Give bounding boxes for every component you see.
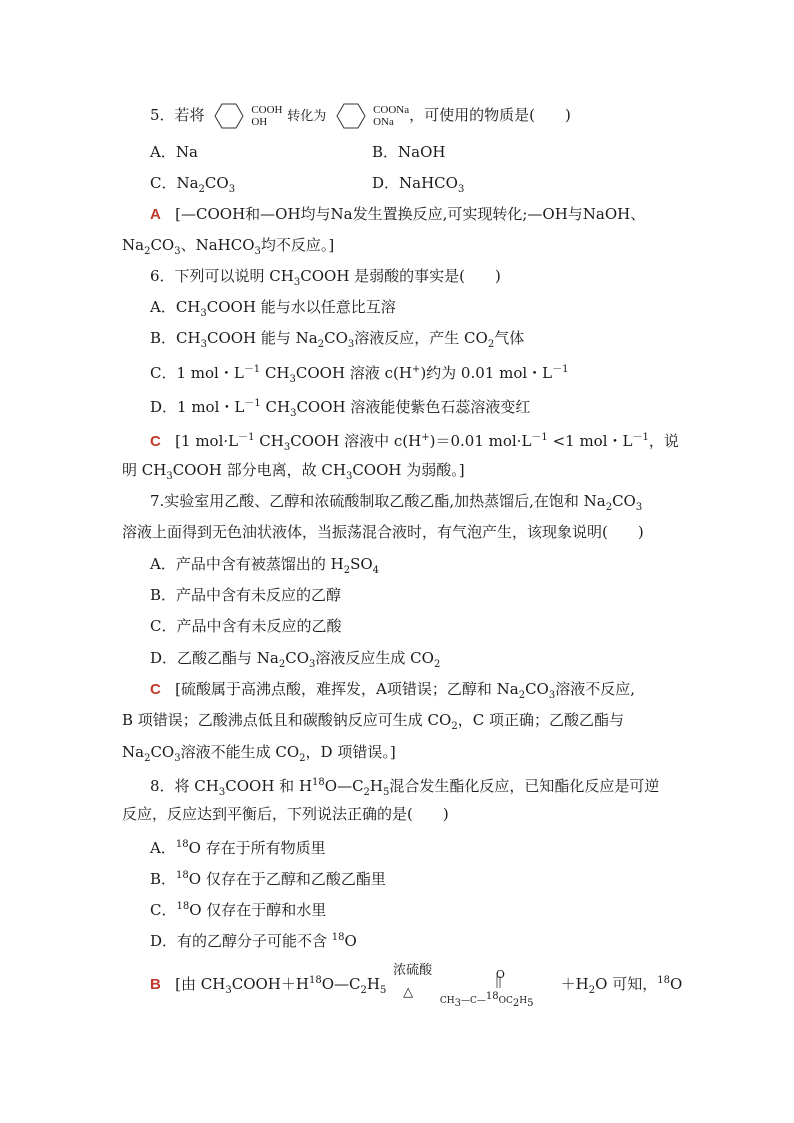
ester-product-structure <box>438 968 556 1009</box>
question-7-stem-line1: 7.实验室用乙酸、乙醇和浓硫酸制取乙酸乙酯,加热蒸馏后,在饱和 $Na_2CO_3$ <box>150 492 643 513</box>
question-5-stem: 5．若将 COOH OH 转化为 COONa ONa ，可使用的物质是( ) <box>150 101 571 131</box>
condition-catalyst: 浓硫酸 <box>393 963 433 978</box>
q7-explanation-line3: $Na_2CO_3$溶液不能生成 $CO_2$，D 项错误。] <box>122 743 396 764</box>
q5-options-row2 <box>150 172 465 201</box>
q8-option-d: D．有的乙醇分子可能不含 $^{18}$O <box>150 932 357 950</box>
question-8-stem-line1: 8．将 $CH_3COOH$ 和 $H^{18}O—C_2H_5$混合发生酯化反应，已知酯化反应是可逆 <box>150 777 660 798</box>
q6-option-b: B．$CH_3COOH$ 能与 $Na_2CO_3$溶液反应，产生 $CO_2$气体 <box>150 329 525 350</box>
q7-explanation-line1: C [硫酸属于高沸点酸，难挥发，A项错误；乙醇和 $Na_2CO_3$溶液不反应, <box>150 680 635 701</box>
q6-explanation-line2: 明 $CH_3COOH$ 部分电离，故 $CH_3COOH$ 为弱酸。] <box>122 461 465 482</box>
q7-answer: C <box>150 681 161 698</box>
q6-option-d: D．1 mol・$L^{-1}$ $CH_3COOH$ 溶液能使紫色石蕊溶液变红 <box>150 398 531 419</box>
q8-option-c: C．$^{18}$O 仅存在于醇和水里 <box>150 901 327 919</box>
product-coona: COONa <box>373 104 410 116</box>
reactant-oh: OH <box>251 116 268 128</box>
q8-answer: B <box>150 976 161 993</box>
carbonyl-oxygen: O <box>495 968 505 981</box>
q8-option-b: B．$^{18}$O 仅存在于乙醇和乙酸乙酯里 <box>150 870 386 888</box>
question-7-stem-line2: 溶液上面得到无色油状液体，当振荡混合液时，有气泡产生，该现象说明( ) <box>122 523 644 541</box>
q7-explanation-line2: B 项错误；乙酸沸点低且和碳酸钠反应可生成 $CO_2$，C 项正确；乙酸乙酯与 <box>122 711 624 732</box>
q5-answer: A <box>150 206 161 223</box>
q6-option-c: C．1 mol・$L^{-1}$ $CH_3COOH$ 溶液 c(H+)约为 0.01 mol・$L^{-1}$ <box>150 364 569 385</box>
q6-answer: C <box>150 433 161 450</box>
reactant-cooh: COOH <box>251 104 283 116</box>
product-ona: ONa <box>373 116 394 128</box>
q5-options-row1 <box>150 141 446 163</box>
q6-option-a: A．$CH_3COOH$ 能与水以任意比互溶 <box>150 298 396 319</box>
q7-option-b: B．产品中含有未反应的乙醇 <box>150 586 342 604</box>
q6-explanation-line1: C [1 $mol\cdot L^{-1}$ $CH_3COOH$ 溶液中 c(H+)＝0.01 $mol\cdot L^{-1} <1$ mol・$L^{-1}$，说 <box>150 432 679 453</box>
condition-heat-icon: △ <box>403 985 414 1000</box>
benzene-ring-product-icon <box>331 101 373 131</box>
q5-explanation-line1: A [—COOH和—OH均与Na发生置换反应,可实现转化;—OH与NaOH、 <box>150 205 646 223</box>
q5-option-b: B．NaOH <box>372 143 446 161</box>
q5-explanation-line2: $Na_2CO_3$、NaHCO$_3$均不反应。] <box>122 236 335 257</box>
q7-option-d: D．乙酸乙酯与 $Na_2CO_3$溶液反应生成 $CO_2$ <box>150 649 441 670</box>
q5-option-d: D．NaHCO$_3$ <box>372 174 465 195</box>
ester-formula: $CH_3—C—^{18}OC_2H_5$ <box>439 991 534 1009</box>
q8-explanation-line1: B [由 $CH_3COOH+H^{18}O—C_2H_5$ 浓硫酸 △ O $CH_3—C—^{18}OC_2H_5$ $+H_2O$ 可知，$^{18}$O <box>150 970 682 1002</box>
q8-option-a: A．$^{18}$O 存在于所有物质里 <box>150 839 326 857</box>
convert-to-label: 转化为 <box>287 109 327 124</box>
benzene-ring-reactant-icon <box>209 101 251 131</box>
reaction-condition <box>391 963 433 1000</box>
q7-option-a: A．产品中含有被蒸馏出的 $H_2SO_4$ <box>150 555 380 576</box>
q5-option-c: C．$Na_2CO_3$ <box>150 174 236 195</box>
question-6-stem: 6．下列可以说明 $CH_3COOH$ 是弱酸的事实是( ) <box>150 267 501 288</box>
q7-option-c: C．产品中含有未反应的乙酸 <box>150 617 342 635</box>
question-8-stem-line2: 反应，反应达到平衡后，下列说法正确的是( ) <box>122 805 449 823</box>
q5-option-a: A．Na <box>150 143 198 161</box>
